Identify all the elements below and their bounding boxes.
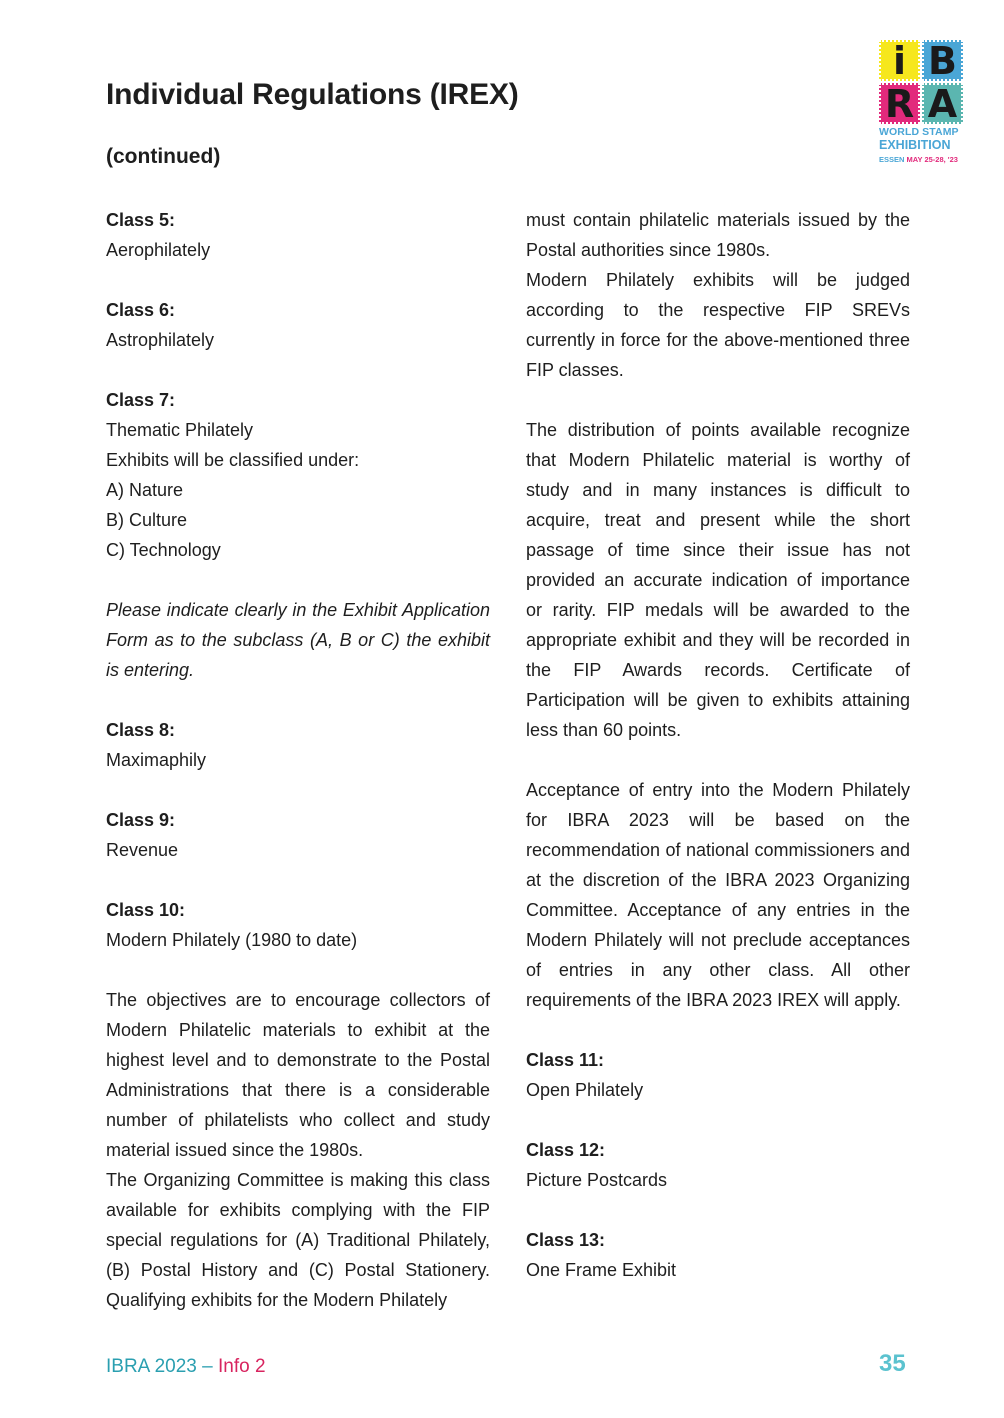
logo-city: ESSEN [879,155,905,164]
logo-tile-a: A [922,83,963,124]
class12-label: Class 12: [526,1140,606,1160]
committee-paragraph: The Organizing Committee is making this class available for exhibits complying with the FIP special regulations for (A) Traditional Philately, (B) Postal History and (C) Postal Stationery. Qualifying exhibits for the Modern Philately [106,1170,490,1310]
logo-exhibition: EXHIBITION [879,138,951,152]
class13-label: Class 13: [526,1230,606,1250]
class5-label: Class 5: [106,210,176,230]
class9-label: Class 9: [106,810,176,830]
distribution-paragraph: The distribution of points available recognize that Modern Philatelic material is worthy of study and in many instances is difficult to acquire, treat and present while the short passage of time since their issue has not provided an accurate indication of importance or rarity. FIP medals will be awarded to the appropriate exhibit and they will be recorded in the FIP Awards records. Certificate of Participation will be given to exhibits attaining less than 60 points. [526,420,910,740]
class7-name: Thematic Philately [106,420,254,440]
class8-name: Maximaphily [106,750,207,770]
class7-label: Class 7: [106,390,176,410]
class13-name: One Frame Exhibit [526,1260,677,1280]
left-column [106,205,490,1315]
class7-subclass-b: B) Culture [106,510,188,530]
class9-name: Revenue [106,840,179,860]
right-column [526,205,910,1285]
page-subtitle: (continued) [106,145,221,168]
page-number: 35 [879,1350,906,1377]
class7-subclass-c: C) Technology [106,540,221,560]
page-title: Individual Regulations (IREX) [106,78,519,111]
class6-label: Class 6: [106,300,176,320]
continued-paragraph: must contain philatelic materials issued by the Postal authorities since 1980s. [526,210,910,260]
class11-name: Open Philately [526,1080,644,1100]
ibra-logo [879,40,965,168]
footer-publication [106,1356,266,1378]
logo-date-line [879,155,958,164]
footer-title: IBRA 2023 – [106,1356,213,1377]
class11-label: Class 11: [526,1050,605,1070]
class6-name: Astrophilately [106,330,215,350]
class8-label: Class 8: [106,720,176,740]
class10-name: Modern Philately (1980 to date) [106,930,358,950]
class7-subclass-a: A) Nature [106,480,184,500]
logo-dates: MAY 25-28, '23 [906,155,958,164]
logo-tile-b: B [922,40,963,81]
logo-tile-r: R [879,83,920,124]
class10-label: Class 10: [106,900,186,920]
footer-issue: Info 2 [212,1356,266,1377]
judged-paragraph: Modern Philately exhibits will be judged according to the respective FIP SREVs currently in force for the above-mentioned three FIP classes. [526,270,910,380]
class5-name: Aerophilately [106,240,211,260]
objectives-paragraph: The objectives are to encourage collectors of Modern Philatelic materials to exhibit at the highest level and to demonstrate to the Postal Administrations that there is a considerable number of philatelists who collect and study material issued since the 1980s. [106,990,490,1160]
class12-name: Picture Postcards [526,1170,668,1190]
acceptance-paragraph: Acceptance of entry into the Modern Philately for IBRA 2023 will be based on the recommendation of national commissioners and at the discretion of the IBRA 2023 Organizing Committee. Acceptance of any entries in the Modern Philately will not preclude acceptances of entries in any other class. All other requirements of the IBRA 2023 IREX will apply. [526,780,910,1010]
class7-intro: Exhibits will be classified under: [106,450,360,470]
logo-tile-i: i [879,40,920,81]
class7-note: Please indicate clearly in the Exhibit Application Form as to the subclass (A, B or C) the exhibit is entering. [106,600,490,680]
logo-world-stamp: WORLD STAMP [879,126,959,138]
logo-stamp-grid [879,40,963,124]
